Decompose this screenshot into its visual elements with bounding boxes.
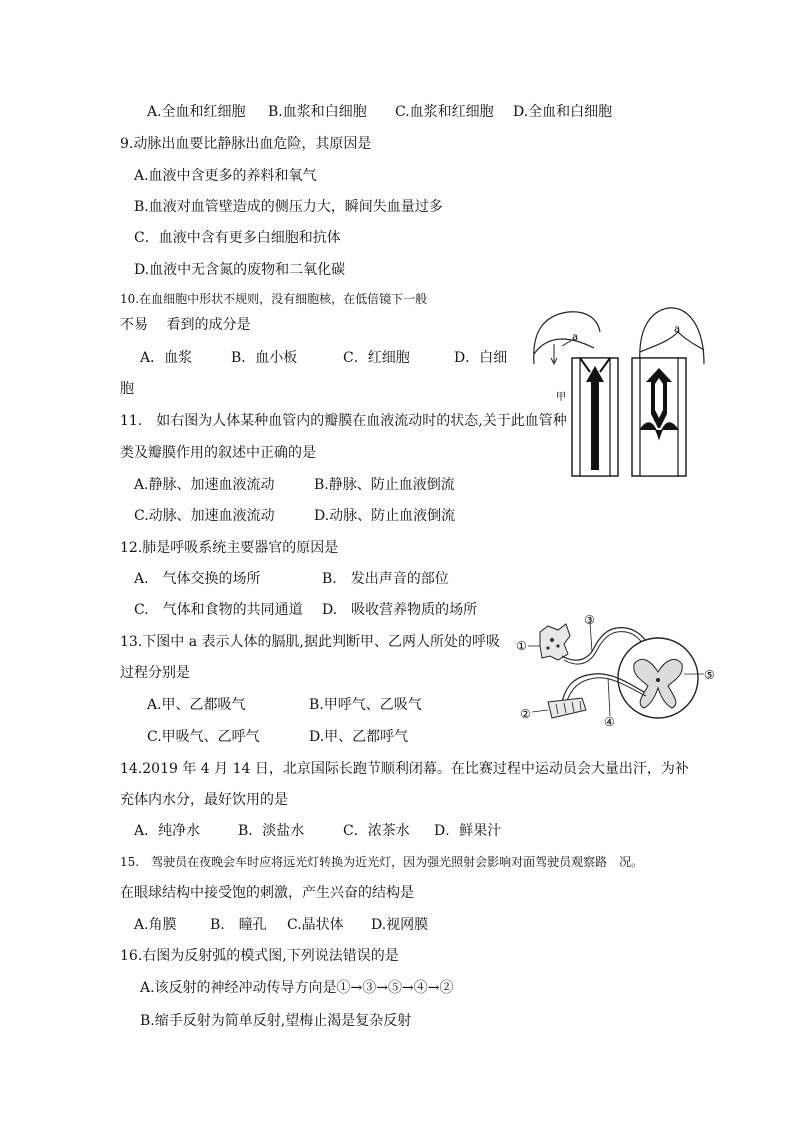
q12-option-b: B. 发出声音的部位 <box>322 571 449 587</box>
q10-option-a: A．血浆 <box>140 350 193 366</box>
q14-option-d: D．鲜果汁 <box>434 823 502 839</box>
q8-option-d: D.全血和白细胞 <box>513 104 613 120</box>
reflex-label-3: ③ <box>584 613 595 627</box>
q16-option-b: B.缩手反射为简单反射,望梅止渴是复杂反射 <box>140 1013 412 1029</box>
q10-option-b: B．血小板 <box>231 350 298 366</box>
q13-stem-line2: 过程分别是 <box>120 665 190 681</box>
q15-option-b: B. 瞳孔 <box>210 917 267 933</box>
q9-stem: 9.动脉出血要比静脉出血危险，其原因是 <box>120 136 372 152</box>
q10-option-d: D．白细 <box>454 350 508 366</box>
reflex-label-2: ② <box>520 707 531 721</box>
reflex-arc-figure <box>512 613 724 729</box>
reflex-leader-2 <box>532 710 548 712</box>
diaphragm-label-jia: 甲 <box>556 392 566 403</box>
q12-option-d: D. 吸收营养物质的场所 <box>322 602 478 618</box>
q13-stem-line1: 13.下图中 a 表示人体的膈肌,据此判断甲、乙两人所处的呼吸 <box>120 634 500 650</box>
q12-option-a: A. 气体交换的场所 <box>134 571 261 587</box>
q11-option-b: B.静脉、防止血液倒流 <box>314 477 455 493</box>
q13-option-b: B.甲呼气、乙吸气 <box>309 697 422 713</box>
q13-option-a: A.甲、乙都吸气 <box>147 697 246 713</box>
q13-option-d: D.甲、乙都呼气 <box>309 729 409 745</box>
reflex-label-1: ① <box>516 639 527 653</box>
receptor-dot-3 <box>546 646 549 649</box>
q16-stem: 16.右图为反射弧的模式图,下列说法错误的是 <box>120 948 399 964</box>
q8-option-b: B.血浆和白细胞 <box>268 104 367 120</box>
q13-option-c: C.甲吸气、乙呼气 <box>147 729 260 745</box>
q9-option-b: B.血液对血管壁造成的侧压力大，瞬间失血量过多 <box>134 199 443 215</box>
reflex-label-5: ⑤ <box>704 668 715 682</box>
q14-option-c: C．浓茶水 <box>343 823 410 839</box>
q11-option-c: C.动脉、加速血液流动 <box>134 508 275 524</box>
q9-option-d: D.血液中无含氮的废物和二氧化碳 <box>134 262 346 278</box>
q10-stem-line1: 10.在血细胞中形状不规则，没有细胞核，在低倍镜下一般 <box>120 292 428 306</box>
q8-option-c: C.血浆和红细胞 <box>395 104 494 120</box>
q10-option-d-wrap: 胞 <box>120 381 134 397</box>
q11-stem-line1: 11. 如右图为人体某种血管内的瓣膜在血液流动时的状态,关于此血管种 <box>120 413 567 429</box>
q12-option-c: C. 气体和食物的共同通道 <box>134 602 303 618</box>
diaphragm-label-a-left: a <box>572 332 579 343</box>
spinal-canal <box>656 678 660 682</box>
q14-stem-line2: 充体内水分，最好饮用的是 <box>120 792 288 808</box>
q9-option-a: A.血液中含更多的养料和氧气 <box>134 168 317 184</box>
q15-option-c: C.晶状体 <box>287 917 344 933</box>
q9-option-c: C．血液中含有更多白细胞和抗体 <box>134 230 341 246</box>
reflex-leader-4 <box>608 678 610 716</box>
q15-stem-line2: 在眼球结构中接受饱的刺激，产生兴奋的结构是 <box>120 885 414 901</box>
diaphragm-label-a-right: a <box>674 324 681 335</box>
q15-stem-line1: 15. 驾驶员在夜晚会车时应将远光灯转换为近光灯，因为强光照射会影响对面驾驶员观察路 况。 <box>120 855 644 869</box>
q12-stem: 12.肺是呼吸系统主要器官的原因是 <box>120 540 339 556</box>
q8-option-a: A.全血和红细胞 <box>147 104 246 120</box>
q14-stem-line1: 14.2019 年 4 月 14 日，北京国际长跑节顺利闭幕。在比赛过程中运动员会大量出汗，为补 <box>120 761 689 777</box>
q14-option-a: A．纯净水 <box>134 823 201 839</box>
diaphragm-right-curve <box>640 332 704 352</box>
receptor-dot-2 <box>556 644 559 647</box>
q14-option-b: B．淡盐水 <box>238 823 305 839</box>
q16-option-a: A.该反射的神经冲动传导方向是①→③→⑤→④→② <box>140 980 454 996</box>
q10-stem-line2: 不易 看到的成分是 <box>120 317 251 333</box>
receptor-dot-1 <box>550 638 554 642</box>
receptor-skin <box>540 624 570 660</box>
q15-option-a: A.角膜 <box>134 917 177 933</box>
reflex-label-4: ④ <box>604 715 615 729</box>
q11-option-a: A.静脉、加速血液流动 <box>134 477 275 493</box>
q10-option-c: C．红细胞 <box>343 350 410 366</box>
vein-valve-figure <box>570 352 690 478</box>
q15-option-d: D.视网膜 <box>371 917 429 933</box>
q11-stem-line2: 类及瓣膜作用的叙述中正确的是 <box>120 445 316 461</box>
down-arrow-hollow <box>655 378 663 418</box>
diaphragm-left-pointer <box>562 340 572 346</box>
q11-option-d: D.动脉、防止血液倒流 <box>314 508 456 524</box>
